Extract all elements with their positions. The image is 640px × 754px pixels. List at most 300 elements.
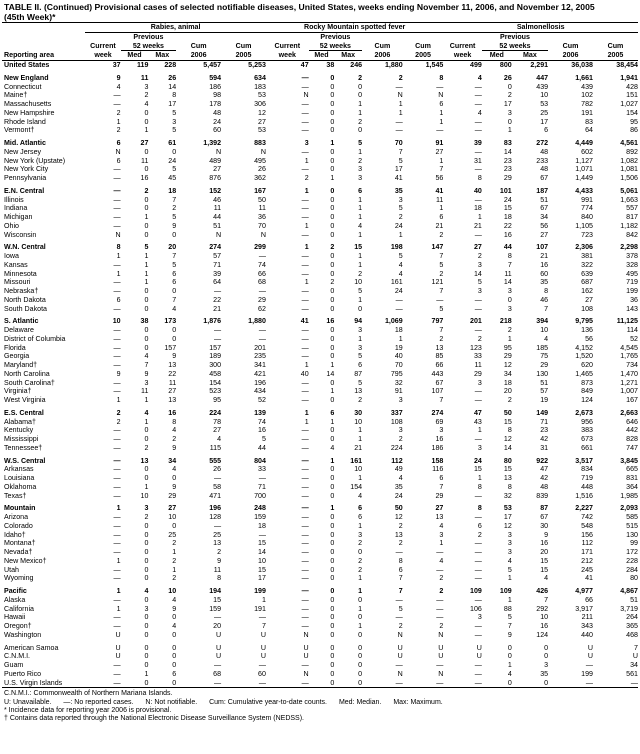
value-cell: 20 <box>213 622 222 630</box>
value-cell: 4 <box>544 574 549 583</box>
value-cell: 1 <box>144 269 149 278</box>
value-cell: 471 <box>209 491 222 500</box>
value-cell: 2 <box>507 91 512 100</box>
value-cell: 5 <box>507 613 512 622</box>
value-cell: 5,061 <box>620 186 638 195</box>
value-cell: N <box>397 630 403 639</box>
value-cell: 18 <box>503 213 512 221</box>
value-cell: 665 <box>626 465 638 474</box>
value-cell: 0 <box>330 661 335 669</box>
value-cell: — <box>474 595 482 604</box>
value-cell: 26 <box>213 465 222 474</box>
value-cell: 4 <box>144 100 149 108</box>
value-cell: 0 <box>330 548 335 556</box>
value-cell: 27 <box>168 504 177 513</box>
value-cell: 17 <box>503 100 512 108</box>
value-cell: 66 <box>258 269 266 278</box>
value-cell: — <box>213 474 222 482</box>
value-cell: 70 <box>258 221 266 230</box>
value-cell: 1,520 <box>575 352 593 361</box>
value-cell: 228 <box>164 61 177 69</box>
value-cell: 4,977 <box>575 587 593 595</box>
value-cell: 13 <box>140 456 149 465</box>
table-row <box>2 379 638 388</box>
value-cell: 0 <box>330 513 335 521</box>
value-cell: 68 <box>258 278 266 287</box>
value-cell: 12 <box>503 361 512 369</box>
value-cell: 0 <box>330 287 335 295</box>
value-cell: 3,517 <box>575 456 593 465</box>
value-cell: 0 <box>330 326 335 334</box>
value-cell: 18 <box>258 521 266 530</box>
value-cell: 57 <box>213 252 222 260</box>
value-cell: 5 <box>261 435 266 443</box>
value-cell: 53 <box>503 504 512 513</box>
table-row <box>2 261 638 270</box>
value-cell: 585 <box>626 513 638 521</box>
value-cell: 1 <box>358 230 363 239</box>
value-cell: 7 <box>544 595 549 604</box>
value-cell: 1 <box>304 417 309 426</box>
value-cell: 69 <box>435 417 444 426</box>
value-cell: 0 <box>172 147 177 156</box>
table-row <box>2 352 638 361</box>
total-row <box>2 61 638 70</box>
value-cell: 53 <box>258 91 266 100</box>
value-cell: 6 <box>358 186 363 195</box>
value-cell: — <box>113 195 121 204</box>
value-cell: — <box>213 521 222 530</box>
value-cell: — <box>258 474 266 482</box>
value-cell: 515 <box>626 521 638 530</box>
value-cell: — <box>301 287 309 295</box>
value-cell: 1 <box>507 661 512 669</box>
value-cell: U <box>115 643 121 652</box>
value-cell: 0 <box>330 491 335 500</box>
value-cell: 828 <box>626 435 638 443</box>
value-cell: — <box>474 91 482 100</box>
value-cell: 0 <box>358 652 363 661</box>
value-cell: — <box>474 82 482 91</box>
value-cell: 16 <box>435 435 444 443</box>
reporting-area-cell: South Carolina† <box>4 378 55 387</box>
reporting-area-cell: Indiana <box>4 204 28 213</box>
value-cell: 61 <box>168 139 177 147</box>
weeks-label: 52 weeks <box>309 42 362 51</box>
value-cell: 151 <box>626 91 638 100</box>
value-cell: 1 <box>358 108 363 117</box>
value-cell: 0 <box>144 204 149 213</box>
value-cell: 8 <box>172 91 177 100</box>
year-2005-label: 2005 <box>593 51 638 61</box>
value-cell: 0 <box>330 108 335 117</box>
value-cell: 0 <box>330 604 335 613</box>
value-cell: U <box>476 652 482 661</box>
reporting-area-cell: Pennsylvania <box>4 174 47 182</box>
value-cell: 43 <box>473 417 482 426</box>
value-cell: 3 <box>439 426 444 435</box>
value-cell: 0 <box>330 643 335 652</box>
value-cell: 139 <box>254 408 266 417</box>
value-cell: 88 <box>503 604 512 613</box>
value-cell: 7 <box>439 326 444 334</box>
value-cell: 2 <box>398 521 403 530</box>
value-cell: 130 <box>626 530 638 539</box>
value-cell: 245 <box>581 565 593 574</box>
value-cell: 4 <box>116 82 121 91</box>
value-cell: 15 <box>503 465 512 474</box>
value-cell: 0 <box>172 474 177 482</box>
value-cell: — <box>301 117 309 126</box>
reporting-area-cell: District of Columbia <box>4 334 66 343</box>
value-cell: 1,516 <box>575 491 593 500</box>
value-cell: 0 <box>482 679 512 688</box>
reporting-area-cell: New York (Upstate) <box>4 156 66 165</box>
value-cell: 16 <box>258 426 266 435</box>
value-cell: — <box>395 82 403 91</box>
value-cell: 3 <box>304 139 309 147</box>
year-2006-label: 2006 <box>548 51 593 61</box>
reporting-area-cell: Minnesota <box>4 269 37 278</box>
value-cell: 0 <box>544 652 549 661</box>
value-cell: 1,392 <box>203 139 222 147</box>
value-cell: — <box>113 287 121 295</box>
value-cell: 381 <box>581 252 593 260</box>
value-cell: 38 <box>326 61 335 69</box>
value-cell: 1,071 <box>575 165 593 174</box>
value-cell: 35 <box>394 186 403 195</box>
value-cell: — <box>436 661 444 669</box>
table-row <box>2 492 638 501</box>
value-cell: 45 <box>168 174 177 182</box>
value-cell: 2 <box>304 174 309 182</box>
value-cell: 2 <box>330 243 335 252</box>
value-cell: 15 <box>258 565 266 574</box>
value-cell: 956 <box>581 417 593 426</box>
value-cell: — <box>436 613 444 622</box>
value-cell: 20 <box>503 387 512 396</box>
table-row <box>2 174 638 183</box>
value-cell: 0 <box>330 630 335 639</box>
region-row <box>2 317 638 326</box>
value-cell: 1,880 <box>384 61 403 69</box>
value-cell: — <box>474 539 482 548</box>
value-cell: 1,661 <box>575 73 593 82</box>
cum-label: Cum <box>607 41 624 50</box>
value-cell: — <box>474 117 482 126</box>
value-cell: 443 <box>431 369 444 378</box>
value-cell: 561 <box>626 669 638 678</box>
reporting-area-cell: W.N. Central <box>4 243 46 252</box>
value-cell: — <box>474 326 482 334</box>
value-cell: 2 <box>398 213 403 221</box>
value-cell: 10 <box>168 587 177 595</box>
value-cell: 218 <box>499 317 512 326</box>
value-cell: — <box>113 426 121 435</box>
value-cell: — <box>113 343 121 352</box>
table-row <box>2 513 638 522</box>
value-cell: 1 <box>144 396 149 404</box>
reporting-area-cell: Arkansas <box>4 465 34 474</box>
value-cell: 0 <box>330 334 335 343</box>
value-cell: 29 <box>168 491 177 500</box>
value-cell: 5 <box>507 565 512 574</box>
region-row <box>2 457 638 466</box>
value-cell: 212 <box>581 556 593 565</box>
value-cell: 3,845 <box>620 456 638 465</box>
value-cell: 50 <box>503 408 512 417</box>
value-cell: 11 <box>168 378 177 387</box>
value-cell: 0 <box>330 474 335 482</box>
value-cell: U <box>115 652 121 661</box>
value-cell: 53 <box>540 100 549 108</box>
value-cell: 1 <box>358 195 363 204</box>
value-cell: — <box>213 287 222 295</box>
value-cell: 24 <box>213 117 222 126</box>
value-cell: 0 <box>148 679 176 688</box>
table-row <box>2 474 638 483</box>
reporting-area-cell: U.S. Virgin Islands <box>2 679 85 688</box>
med-label: Med <box>482 51 512 61</box>
value-cell: — <box>301 304 309 313</box>
value-cell: 2 <box>477 252 482 260</box>
value-cell: 108 <box>390 417 403 426</box>
value-cell: 3 <box>144 82 149 91</box>
value-cell: 2 <box>116 108 121 117</box>
value-cell: U <box>397 643 403 652</box>
value-cell: 0 <box>330 221 335 230</box>
value-cell: 33 <box>473 352 482 361</box>
value-cell: 5,253 <box>248 61 266 69</box>
table-row <box>2 165 638 174</box>
value-cell: 0 <box>144 230 149 239</box>
value-cell: 152 <box>209 186 222 195</box>
value-cell: 27 <box>140 139 149 147</box>
value-cell: 1 <box>439 156 444 165</box>
value-cell: 16 <box>140 174 149 182</box>
previous-label: Previous <box>133 32 164 41</box>
value-cell: 156 <box>581 530 593 539</box>
value-cell: 0 <box>330 156 335 165</box>
value-cell: — <box>258 530 266 539</box>
value-cell: 0 <box>121 679 149 688</box>
value-cell: — <box>395 613 403 622</box>
value-cell: 10 <box>540 91 549 100</box>
value-cell: 7 <box>172 252 177 260</box>
value-cell: 1,465 <box>575 369 593 378</box>
table-row <box>2 326 638 335</box>
value-cell: 0 <box>144 465 149 474</box>
value-cell: 75 <box>540 352 549 361</box>
value-cell: 0 <box>144 287 149 295</box>
value-cell: 124 <box>536 630 549 639</box>
value-cell: 3 <box>477 287 482 295</box>
value-cell: 0 <box>144 343 149 352</box>
value-cell: 25 <box>540 108 549 117</box>
reporting-area-cell: Alabama† <box>4 417 36 426</box>
value-cell: 1 <box>358 474 363 482</box>
reporting-area-cell: Tennessee† <box>4 443 43 452</box>
value-cell: 2 <box>398 622 403 630</box>
value-cell: 2 <box>358 556 363 565</box>
value-cell: 4,561 <box>620 139 638 147</box>
value-cell: 1 <box>116 504 121 513</box>
value-cell: 2 <box>172 435 177 443</box>
value-cell: 2 <box>358 269 363 278</box>
value-cell: 23 <box>540 426 549 435</box>
reporting-area-cell: West Virginia <box>4 396 46 404</box>
value-cell: 1 <box>439 108 444 117</box>
value-cell: 602 <box>581 147 593 156</box>
value-cell: 0 <box>330 91 335 100</box>
value-cell: 14 <box>503 278 512 287</box>
value-cell: 5 <box>477 278 482 287</box>
value-cell: 35 <box>540 278 549 287</box>
value-cell: 0 <box>172 661 177 669</box>
value-cell: — <box>113 278 121 287</box>
table-row <box>2 622 638 631</box>
value-cell: 0 <box>144 565 149 574</box>
value-cell: 5 <box>398 204 403 213</box>
value-cell: 2 <box>439 574 444 583</box>
value-cell: 5 <box>358 287 363 295</box>
region-row <box>2 187 638 196</box>
value-cell: 4 <box>144 587 149 595</box>
value-cell: 0 <box>144 556 149 565</box>
value-cell: — <box>113 530 121 539</box>
value-cell: 0 <box>144 521 149 530</box>
value-cell: 16 <box>540 260 549 269</box>
value-cell: 0 <box>330 260 335 269</box>
value-cell: 817 <box>626 213 638 221</box>
value-cell: 14 <box>168 82 177 91</box>
value-cell: 274 <box>431 408 444 417</box>
value-cell: 15 <box>258 539 266 548</box>
value-cell: — <box>113 174 121 182</box>
value-cell: 2 <box>172 204 177 213</box>
value-cell: — <box>113 491 121 500</box>
value-cell: 26 <box>168 73 177 82</box>
value-cell: — <box>474 491 482 500</box>
value-cell: 12 <box>503 435 512 443</box>
value-cell: — <box>301 334 309 343</box>
value-cell: 3 <box>398 426 403 435</box>
value-cell: 1 <box>144 213 149 221</box>
value-cell: 52 <box>258 396 266 404</box>
value-cell: 0 <box>330 539 335 548</box>
value-cell: 4,867 <box>620 587 638 595</box>
value-cell: 101 <box>499 186 512 195</box>
value-cell: 27 <box>435 504 444 513</box>
reporting-area-cell: New Hampshire <box>4 108 55 117</box>
value-cell: 233 <box>536 156 549 165</box>
value-cell: 94 <box>354 317 363 326</box>
value-cell: 1 <box>304 361 309 369</box>
value-cell: 322 <box>581 260 593 269</box>
table-row <box>2 522 638 531</box>
value-cell: 795 <box>390 369 403 378</box>
value-cell: 1,105 <box>575 221 593 230</box>
value-cell: 439 <box>536 82 549 91</box>
value-cell: 673 <box>581 435 593 443</box>
value-cell: 0 <box>330 530 335 539</box>
value-cell: 17 <box>503 513 512 521</box>
value-cell: 3 <box>507 304 512 313</box>
reporting-area-cell: New England <box>4 73 49 82</box>
reporting-area-cell: Maine† <box>4 91 28 100</box>
value-cell: — <box>474 661 482 669</box>
value-cell: 2 <box>398 539 403 548</box>
value-cell: 1,545 <box>425 61 444 69</box>
value-cell: 21 <box>473 221 482 230</box>
value-cell: 4 <box>477 108 482 117</box>
reporting-area-cell: Texas† <box>4 491 27 500</box>
value-cell: 0 <box>144 643 149 652</box>
reporting-area-cell: Oregon† <box>4 622 32 630</box>
value-cell: 0 <box>144 221 149 230</box>
value-cell: — <box>113 443 121 452</box>
value-cell: 91 <box>435 139 444 147</box>
value-cell: 26 <box>503 73 512 82</box>
value-cell: 161 <box>350 456 363 465</box>
value-cell: — <box>301 295 309 304</box>
table-row <box>2 296 638 305</box>
value-cell: 201 <box>254 343 266 352</box>
value-cell: 4 <box>507 669 512 678</box>
value-cell: 0 <box>330 126 335 135</box>
value-cell: 30 <box>354 408 363 417</box>
value-cell: 121 <box>431 278 444 287</box>
cum-label: Cum <box>562 41 579 50</box>
value-cell: — <box>301 269 309 278</box>
value-cell: — <box>301 482 309 491</box>
value-cell: 3 <box>477 613 482 622</box>
value-cell: 191 <box>581 108 593 117</box>
value-cell: — <box>301 465 309 474</box>
value-cell: 1 <box>358 100 363 108</box>
value-cell: 19 <box>540 396 549 404</box>
value-cell: 9 <box>172 443 177 452</box>
reporting-area-cell: Massachusetts <box>4 100 52 108</box>
value-cell: U <box>476 643 482 652</box>
value-cell: 0 <box>144 165 149 174</box>
value-cell: 7 <box>398 574 403 583</box>
value-cell: 1,663 <box>620 195 638 204</box>
value-cell: — <box>474 304 482 313</box>
value-cell: 0 <box>144 574 149 583</box>
value-cell: 5 <box>172 108 177 117</box>
value-cell: 2 <box>477 530 482 539</box>
value-cell: 1 <box>261 595 266 604</box>
value-cell: — <box>113 574 121 583</box>
value-cell: 4,449 <box>575 139 593 147</box>
value-cell: 211 <box>581 613 593 622</box>
value-cell: 5 <box>439 260 444 269</box>
value-cell: — <box>113 304 121 313</box>
value-cell: 1 <box>116 269 121 278</box>
value-cell: 1 <box>116 117 121 126</box>
reporting-area-cell: New Mexico† <box>4 556 47 565</box>
value-cell: 2 <box>439 587 444 595</box>
value-cell: 0 <box>330 556 335 565</box>
value-cell: 67 <box>540 204 549 213</box>
reporting-area-cell: United States <box>4 61 50 69</box>
value-cell: — <box>113 513 121 521</box>
value-cell: — <box>113 165 121 174</box>
value-cell: 161 <box>390 278 403 287</box>
value-cell: 1,082 <box>620 156 638 165</box>
value-cell: 40 <box>300 369 309 378</box>
